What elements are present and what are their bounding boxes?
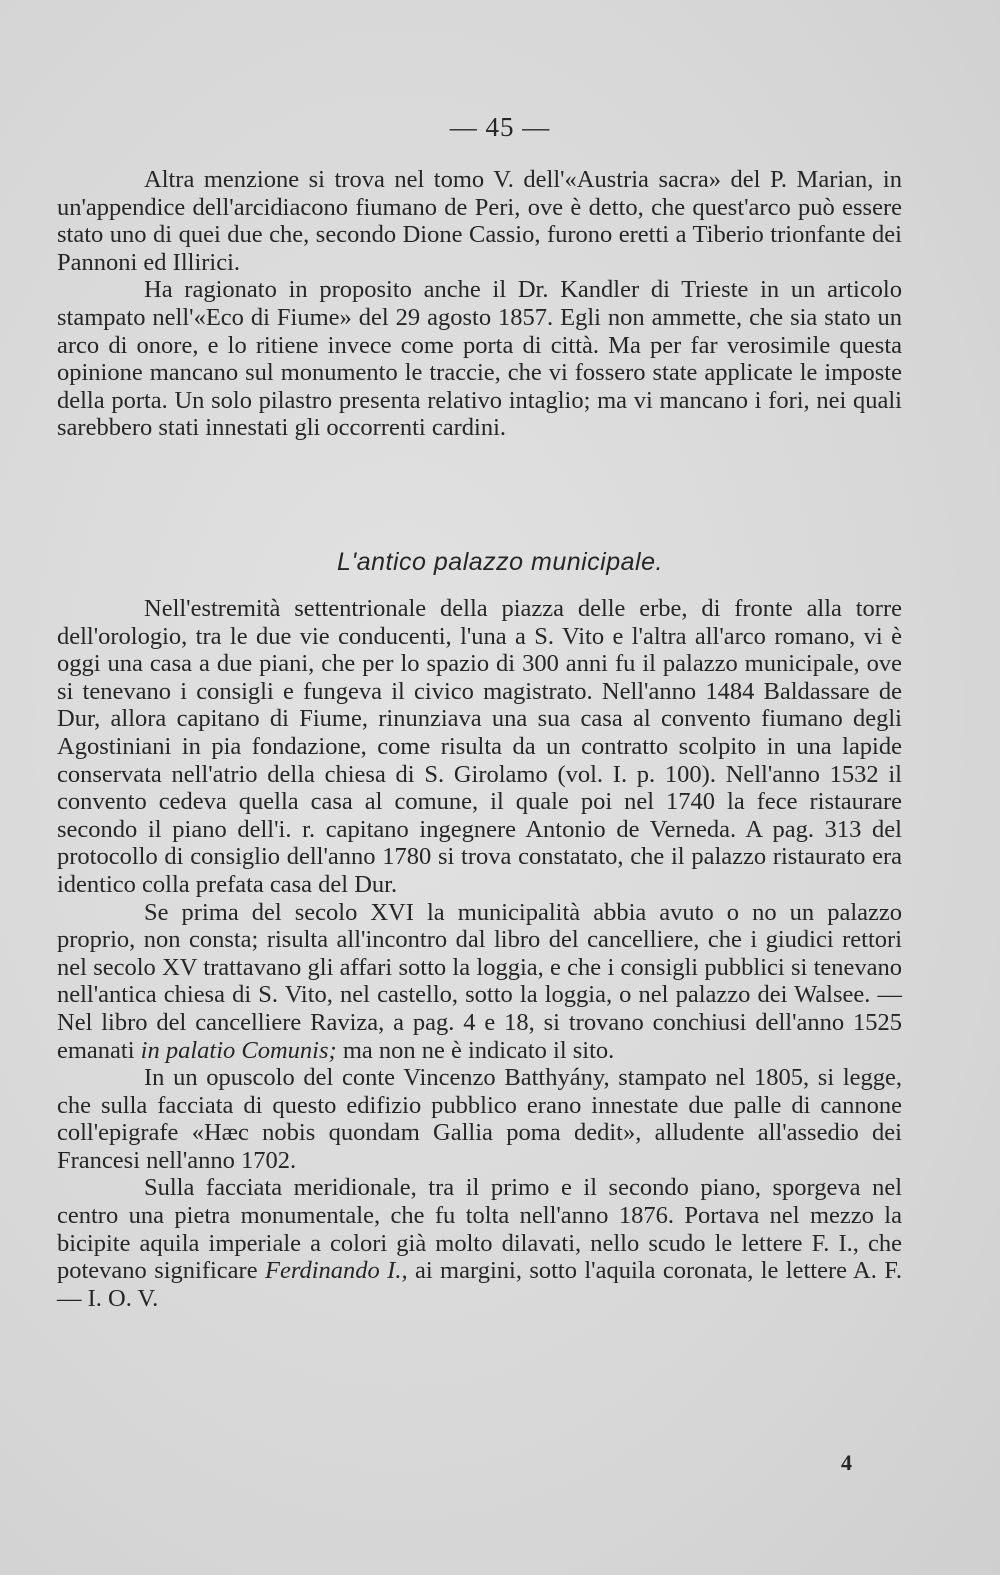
paragraph-2: Ha ragionato in proposito anche il Dr. Kandler di Trieste in un articolo stampato nell'«Eco di Fiume» del 29 agosto 1857. Egli non ammette, che sia stato un arco di onore, e lo ritiene invece come porta di città. Ma per far verosimile questa opinione mancano sul monumento le traccie, che vi fossero state applicate le imposte della porta. Un solo pilastro presenta relativo intaglio; ma vi mancano i fori, nei quali sarebbero stati innestati gli occorrenti cardini.: [57, 276, 902, 442]
text-section-top: [57, 166, 902, 442]
paragraph-4-text-b: ma non ne è indicato il sito.: [342, 1036, 615, 1064]
paragraph-1: Altra menzione si trova nel tomo V. dell'«Austria sacra» del P. Marian, in un'appendice dell'arcidiacono fiumano de Peri, ove è detto, che quest'arco può essere stato uno di quei due che, secondo Dione Cassio, furono eretti a Tiberio trionfante dei Pannoni ed Illirici.: [57, 166, 902, 276]
paragraph-5: In un opuscolo del conte Vincenzo Batthyány, stampato nel 1805, si legge, che sulla facciata di questo edifizio pubblico erano innestate due palle di cannone coll'epigrafe «Hæc nobis quondam Gallia poma dedit», alludente all'assedio dei Francesi nell'anno 1702.: [57, 1064, 902, 1174]
paragraph-6-text-a: Sulla facciata meridionale, tra il primo e il secondo piano, sporgeva nel centro una pietra monumentale, che fu tolta nell'anno 1876. Portava nel mezzo la bicipite aquila imperiale a colori già molto dilavati, nello scudo le lettere F. I., che potevano significare: [57, 1174, 902, 1285]
paragraph-4-italic: in palatio Comunis;: [140, 1036, 337, 1064]
signature-mark: 4: [841, 1450, 852, 1475]
paragraph-6-text-b: ai margini, sotto l'aquila coronata, le lettere A. F. — I. O. V.: [57, 1257, 903, 1312]
paragraph-3: Nell'estremità settentrionale della piazza delle erbe, di fronte alla torre dell'orologio, tra le due vie conducenti, l'una a S. Vito e l'altra all'arco romano, vi è oggi una casa a due piani, che per lo spazio di 300 anni fu il palazzo municipale, ove si tenevano i consigli e fungeva il civico magistrato. Nell'anno 1484 Baldassare de Dur, allora capitano di Fiume, rinunziava una sua casa al convento fiumano degli Agostiniani in pia fondazione, come risulta da un contratto scolpito in una lapide conservata nell'atrio della chiesa di S. Girolamo (vol. I. p. 100). Nell'anno 1532 il convento cedeva quella casa al comune, il quale poi nel 1740 la fece ristaurare secondo il piano dell'i. r. capitano ingegnere Antonio de Verneda. A pag. 313 del protocollo di consiglio dell'anno 1780 si trova constatato, che il palazzo ristaurato era identico colla prefata casa del Dur.: [57, 595, 902, 898]
paragraph-4: [57, 899, 902, 1065]
section-heading: L'antico palazzo municipale.: [337, 548, 663, 576]
text-section-bottom: [57, 595, 902, 1312]
paragraph-4-text-a: Se prima del secolo XVI la municipalità abbia avuto o no un palazzo proprio, non consta; risulta all'incontro dal libro del cancelliere, che i giudici rettori nel secolo XV trattavano gli affari sotto la loggia, e che i consigli pubblici si tenevano nell'antica chiesa di S. Vito, nel castello, sotto la loggia, o nel palazzo dei Walsee. — Nel libro del cancelliere Raviza, a pag. 4 e 18, si trovano conchiusi dell'anno 1525 emanati: [57, 898, 902, 1064]
paragraph-6-italic: Ferdinando I.,: [265, 1257, 408, 1285]
page-number: — 45 —: [449, 112, 551, 142]
paragraph-6: [57, 1174, 902, 1312]
